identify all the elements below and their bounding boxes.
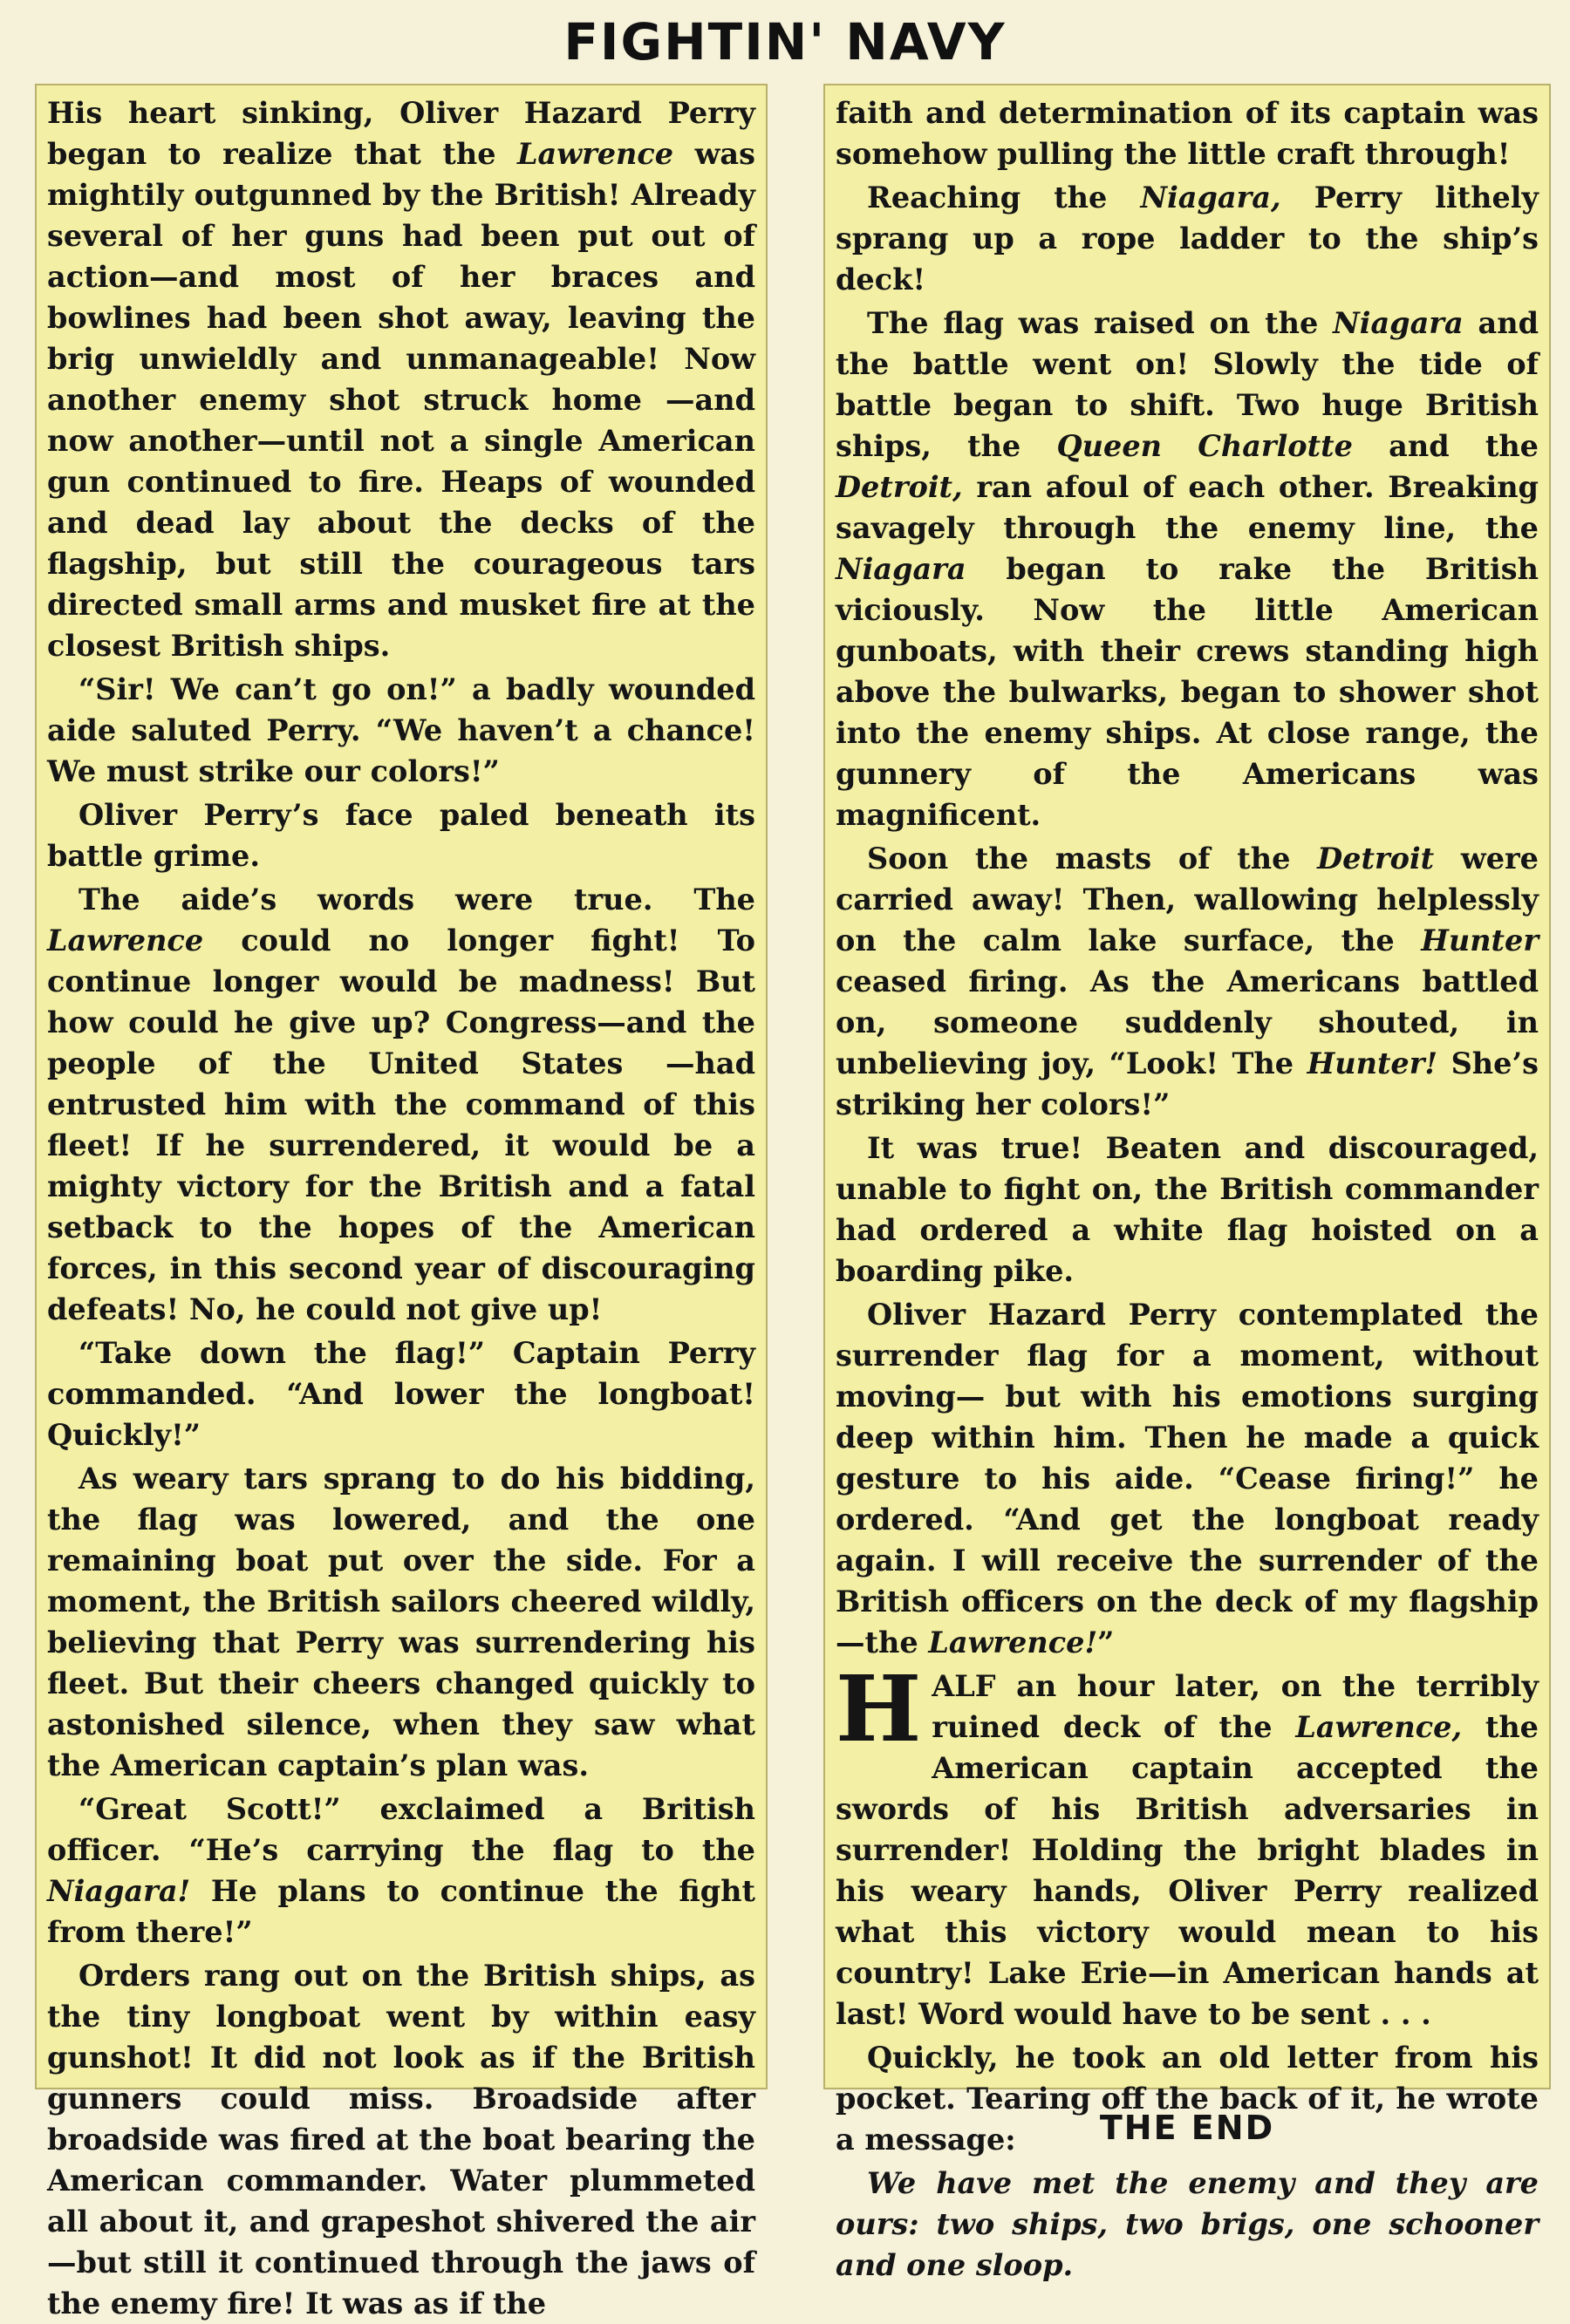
paragraph-text: We have met the enemy and they are ours: two ships, two brigs, one schooner and one sloop. [836, 2166, 1539, 2282]
story-paragraph [836, 303, 1539, 835]
ship-name-italic: Niagara [836, 552, 966, 586]
story-paragraph [47, 92, 755, 666]
story-paragraph [836, 1655, 1539, 2034]
paragraph-text: He plans to continue the fight from there!” [47, 1874, 755, 1949]
paragraph-text: ALF an hour later, on the terribly ruined deck of the [932, 1669, 1539, 1744]
story-paragraph [47, 1332, 755, 1455]
page-title: FIGHTIN' NAVY [563, 12, 1007, 72]
story-paragraph [836, 838, 1539, 1125]
ship-name-italic: Queen Charlotte [1056, 429, 1353, 463]
left-text-column [35, 84, 768, 2321]
paragraph-text: was mightily outgunned by the British! Already several of her guns had been put out of action—and most of her braces and bowlines had been shot away, leaving the brig unwieldly and unmanageable! Now another enemy shot struck home —and now another—until not a single American gun continued to fire. Heaps of wounded and dead lay about the decks of the flagship, but still the courageous tars directed small arms and musket fire at the closest British ships. [47, 137, 755, 663]
paragraph-text: “Great Scott!” exclaimed a British officer. “He’s carrying the flag to the [47, 1792, 755, 1867]
paragraph-text: Oliver Perry’s face paled beneath its battle grime. [47, 798, 755, 873]
paragraph-text: Quickly, he took an old letter from his pocket. Tearing off the back of it, he wrote a message: [836, 2041, 1539, 2157]
the-end-label: THE END [1099, 2109, 1275, 2147]
ship-name-italic: Detroit, [836, 470, 963, 504]
story-paragraph [47, 794, 755, 876]
paragraph-text: began to rake the British viciously. Now the little American gunboats, with their crews standing high above the bulwarks, began to shower shot into the enemy ships. At close range, the gunnery of the Americans was magnificent. [836, 552, 1539, 832]
ship-name-italic: Lawrence [516, 137, 674, 171]
story-paragraph [47, 1458, 755, 1786]
paragraph-text: ” [1097, 1625, 1115, 1660]
ship-name-italic: Lawrence [47, 923, 204, 958]
ship-name-italic: Lawrence, [1295, 1710, 1463, 1744]
story-paragraph [836, 2163, 1539, 2286]
story-paragraph [47, 1955, 755, 2324]
paragraph-text: ceased firing. As the Americans battled on, someone suddenly shouted, in unbelieving joy, “Look! The [836, 964, 1539, 1080]
ship-name-italic: Hunter [1421, 923, 1539, 958]
drop-cap-letter: H [836, 1655, 922, 1762]
paragraph-text: “Take down the flag!” Captain Perry commanded. “And lower the longboat! Quickly!” [47, 1336, 755, 1452]
story-paragraph [836, 177, 1539, 300]
paragraph-text: Orders rang out on the British ships, as the tiny longboat went by within easy gunshot! It did not look as if the British gunners could miss. Broadside after broadside was fired at the boat bearing the American commander. Water plummeted all about it, and grapeshot shivered the air—but still it continued through the jaws of the enemy fire! It was as if the [47, 1959, 755, 2321]
paragraph-text: It was true! Beaten and discouraged, unable to fight on, the British commander had ordered a white flag hoisted on a boarding pike. [836, 1131, 1539, 1288]
paragraph-text: and the [1352, 429, 1539, 463]
ship-name-italic: Niagara [1333, 306, 1464, 340]
ship-name-italic: Hunter! [1307, 1046, 1438, 1080]
paragraph-text: His heart sinking, Oliver Hazard Perry began to realize that the [47, 96, 755, 171]
story-paragraph [836, 1128, 1539, 1291]
paragraph-text: ran afoul of each other. Breaking savagely through the enemy line, the [836, 470, 1539, 545]
ship-name-italic: Detroit [1317, 842, 1435, 876]
paragraph-text: Soon the masts of the [867, 842, 1318, 876]
story-paragraph [47, 1789, 755, 1953]
paragraph-text: Oliver Hazard Perry contemplated the surrender flag for a moment, without moving— but with his emotions surging deep within him. Then he made a quick gesture to his aide. “Cease firing!” he ordered. “And get the longboat ready again. I will receive the surrender of the British officers on the deck of my flagship—the [836, 1298, 1539, 1660]
story-paragraph [47, 879, 755, 1330]
paragraph-text: The flag was raised on the [867, 306, 1334, 340]
paragraph-text: Perry lithely sprang up a rope ladder to the ship’s deck! [836, 181, 1539, 296]
paragraph-text: were carried away! Then, wallowing helplessly on the calm lake surface, the [836, 842, 1539, 958]
story-paragraph [836, 92, 1539, 174]
paragraph-text: As weary tars sprang to do his bidding, the flag was lowered, and the one remaining boat put over the side. For a moment, the British sailors cheered wildly, believing that Perry was surrendering his fleet. But their cheers changed quickly to astonished silence, when they saw what the American captain’s plan was. [47, 1462, 755, 1782]
paragraph-text: faith and determination of its captain was somehow pulling the little craft through! [836, 96, 1539, 171]
story-paragraph [836, 1294, 1539, 1663]
paragraph-text: the American captain accepted the swords of his British adversaries in surrender! Holding the bright blades in his weary hands, Oliver Perry realized what this victory would mean to his country! Lake Erie—in American hands at last! Word would have to be sent . . . [836, 1710, 1539, 2031]
story-paragraph [47, 669, 755, 792]
ship-name-italic: Niagara, [1140, 181, 1281, 215]
paragraph-text: could no longer fight! To continue longer would be madness! But how could he give up? Congress—and the people of the United States —had entrusted him with the command of this fleet! If he surrendered, it would be a mighty victory for the British and a fatal setback to the hopes of the American forces, in this second year of discouraging defeats! No, he could not give up! [47, 923, 755, 1326]
paragraph-text: and the battle went on! Slowly the tide of battle began to shift. Two huge British ships, the [836, 306, 1539, 463]
end-area [823, 2089, 1551, 2159]
ship-name-italic: Niagara! [47, 1874, 191, 1908]
paragraph-text: She’s striking her colors!” [836, 1046, 1539, 1121]
paragraph-text: Reaching the [867, 181, 1141, 215]
paragraph-text: “Sir! We can’t go on!” a badly wounded aide saluted Perry. “We haven’t a chance! We must strike our colors!” [47, 672, 755, 788]
ship-name-italic: Lawrence! [928, 1625, 1098, 1660]
paragraph-text: The aide’s words were true. The [78, 883, 755, 917]
